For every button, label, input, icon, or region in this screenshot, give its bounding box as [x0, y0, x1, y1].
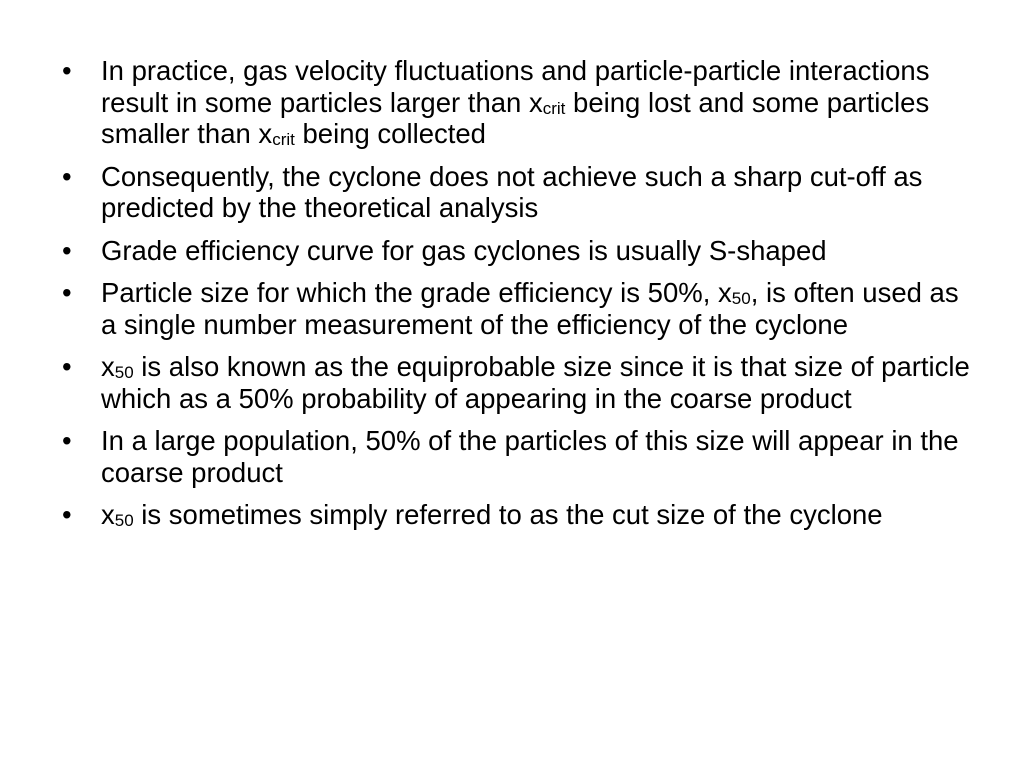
subscript: 50: [731, 289, 751, 308]
bullet-text: [101, 277, 959, 340]
bullet-marker: •: [62, 55, 72, 86]
subscript: 50: [114, 511, 134, 530]
bullet-text: [101, 499, 883, 530]
text-run: x: [101, 499, 115, 530]
bullet-item: [62, 55, 974, 150]
bullet-text: [101, 425, 959, 488]
subscript: crit: [542, 98, 566, 118]
text-run: being lost and some particles smaller than x: [101, 86, 930, 149]
text-run: In practice, gas velocity fluctuations and particle-particle interactions result in some particles larger than x: [101, 55, 930, 118]
subscript: 50: [114, 363, 134, 382]
bullet-text: [101, 351, 970, 414]
bullet-marker: •: [62, 277, 72, 308]
bullet-list: [62, 55, 974, 531]
text-run: Grade efficiency curve for gas cyclones is usually S-shaped: [101, 234, 827, 266]
bullet-marker: •: [62, 351, 72, 382]
bullet-marker: •: [62, 160, 72, 192]
bullet-text: [101, 55, 929, 149]
subscript: crit: [272, 130, 295, 149]
bullet-item: [62, 161, 974, 224]
text-run: Consequently, the cyclone does not achieve such a sharp cut-off as predicted by the theoretical analysis: [101, 160, 923, 223]
bullet-item: [62, 351, 974, 414]
bullet-item: [62, 277, 974, 340]
bullet-text: [101, 235, 827, 266]
text-run: x: [101, 351, 115, 382]
text-run: being collected: [294, 118, 486, 149]
bullet-item: [62, 499, 974, 531]
bullet-marker: •: [62, 234, 72, 266]
bullet-text: [101, 161, 922, 224]
text-run: is also known as the equiprobable size since it is that size of particle which as a 50% probability of appearing in the coarse product: [101, 351, 970, 414]
text-run: is sometimes simply referred to as the cut size of the cyclone: [133, 499, 883, 530]
text-run: Particle size for which the grade efficiency is 50%, x: [101, 277, 732, 308]
text-run: , is often used as a single number measurement of the efficiency of the cyclone: [101, 277, 959, 340]
bullet-marker: •: [62, 425, 72, 456]
text-run: In a large population, 50% of the particles of this size will appear in the coarse product: [101, 425, 959, 488]
bullet-item: [62, 425, 974, 488]
bullet-marker: •: [62, 499, 72, 530]
bullet-item: [62, 235, 974, 267]
